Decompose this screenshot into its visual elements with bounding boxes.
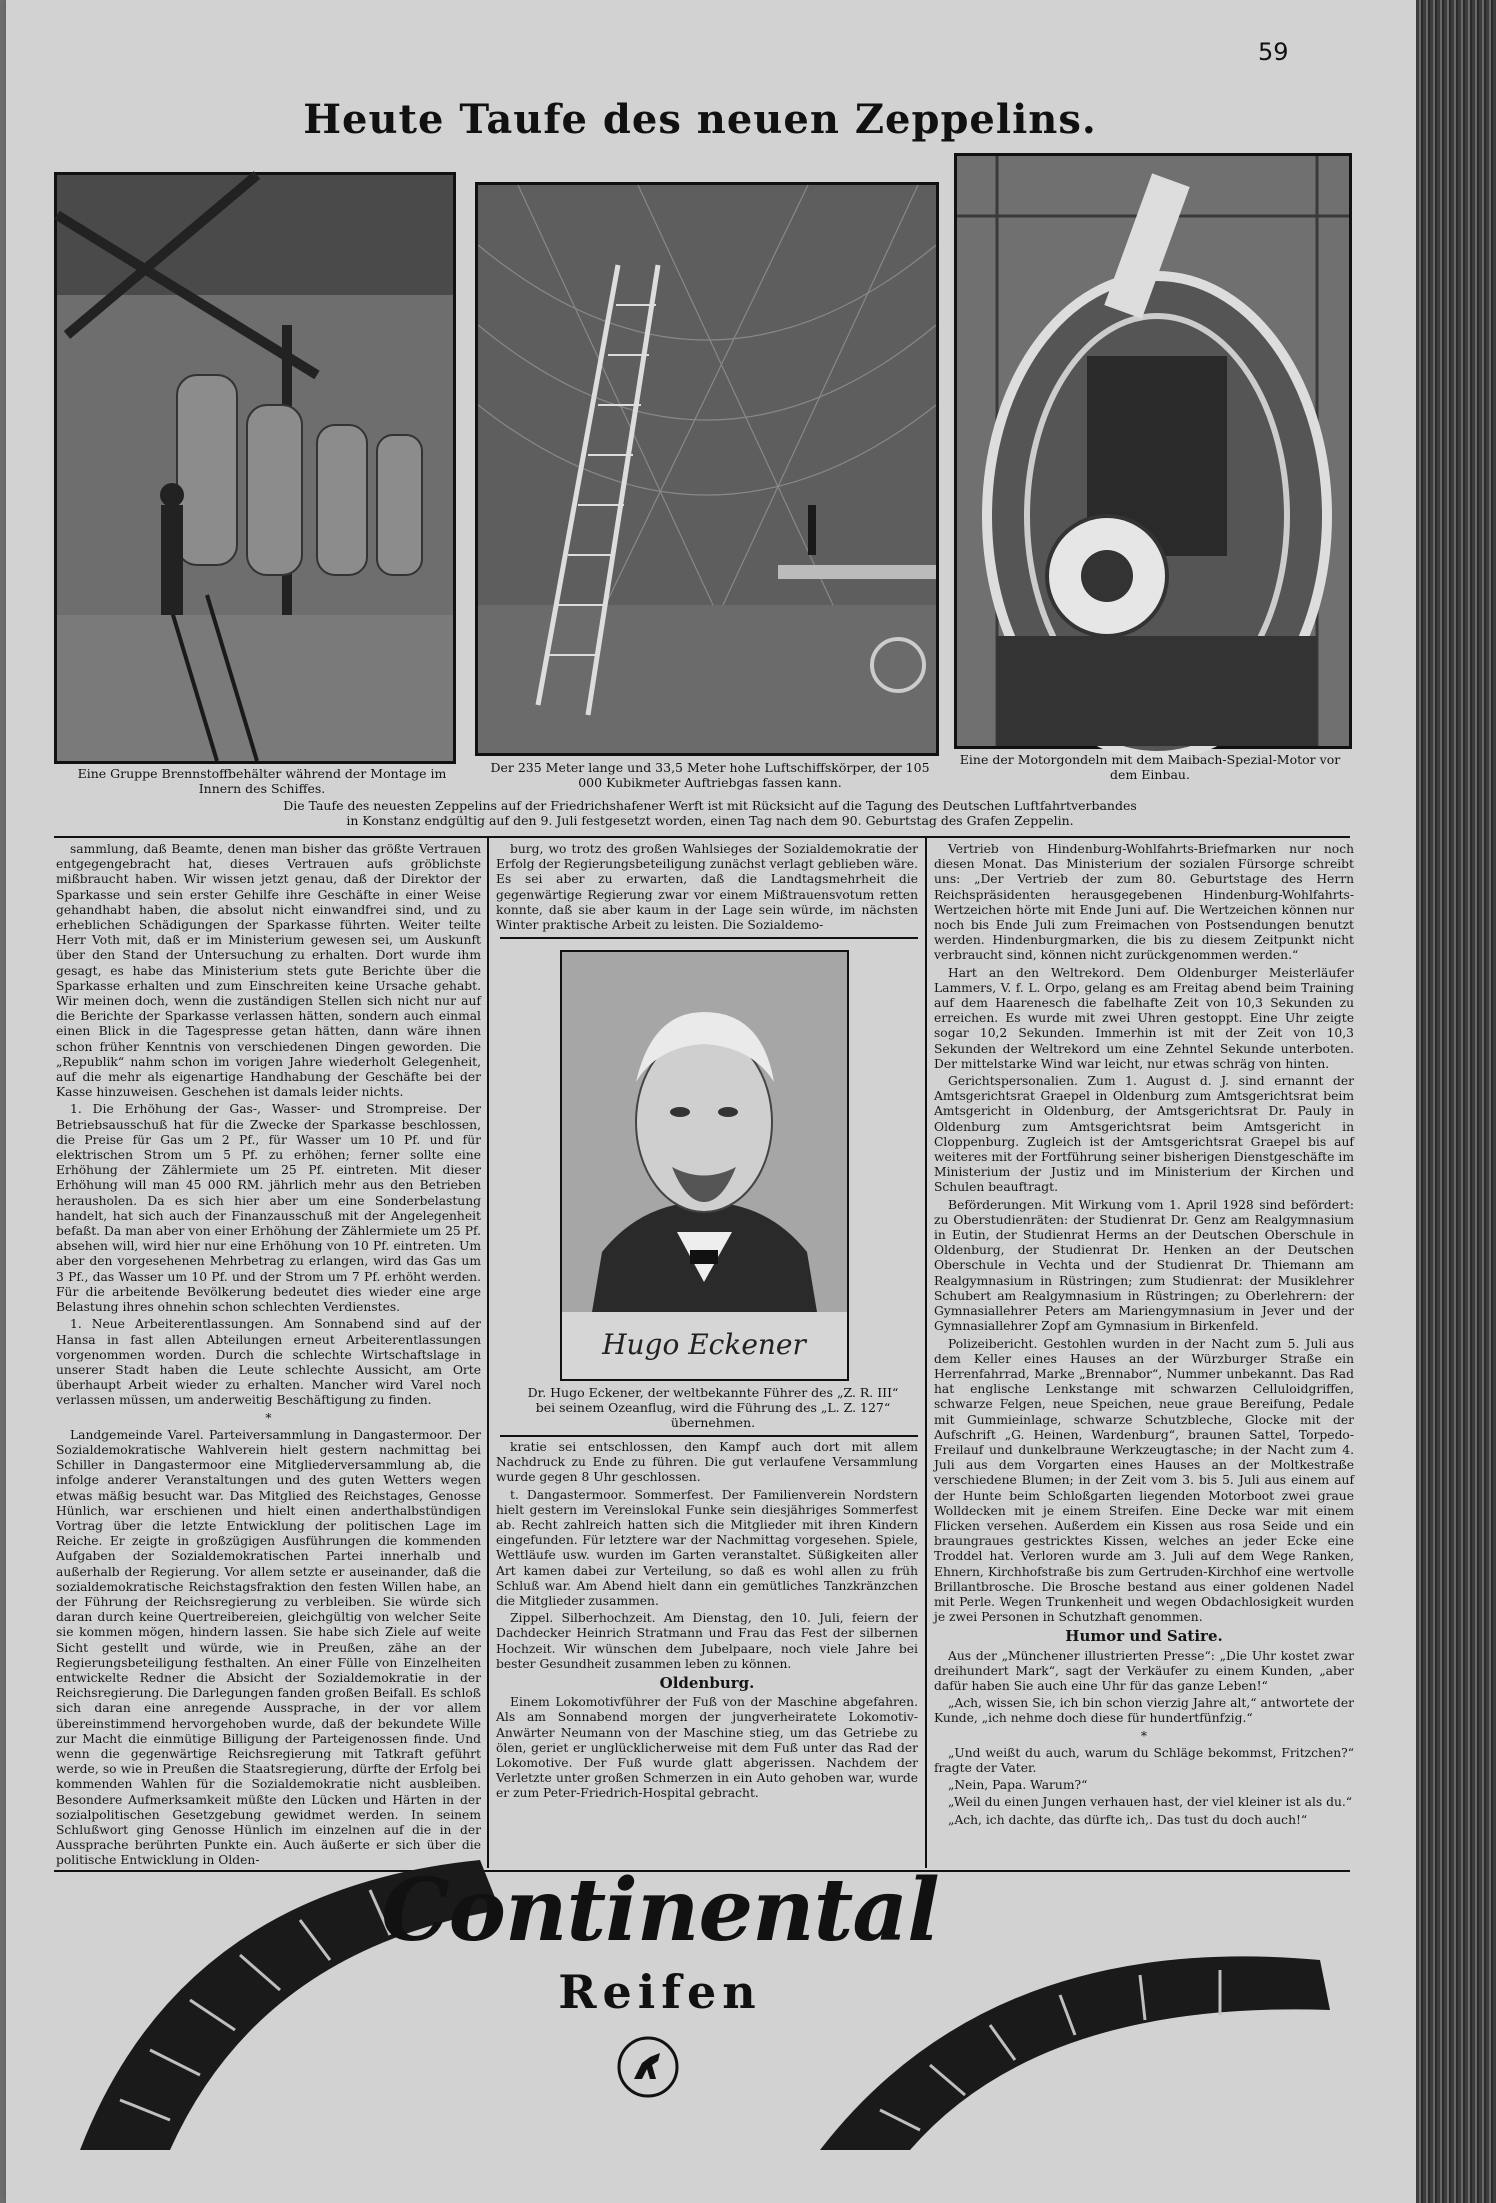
page-number: 59 (1258, 38, 1289, 66)
article-silberhochzeit: Zippel. Silberhochzeit. Am Dienstag, den 10. Juli, feiern der Dachdecker Heinrich Stratmann und Frau das Fest der silbernen Hochzeit. Wir wünschen dem Jubelpaare, noch viele Jahre bei bester Gesundheit zusammen leben zu können. (496, 1611, 918, 1671)
article-parteiversammlung: Landgemeinde Varel. Parteiversammlung in Dangastermoor. Der Sozialdemokratische Wahlverein hielt gestern nachmittag bei Schiller in Dangastermoor eine Mitgliederversammlung ab, die infolge anderer Veranstaltungen und des guten Wetters wegen etwas mäßig besucht war. Das Mitglied des Reichstages, Genosse Hünlich, war erschienen und hielt einen anderthalbstündigen Vortrag über die letzte Entwicklung der politischen Lage im Reiche. Er zeigte in großzügigen Ausführungen die kommenden Aufgaben der Sozialdemokratischen Partei innerhalb und außerhalb der Regierung. Vor allem setzte er auseinander, daß die sozialdemokratische Reichstagsfraktion den festen Willen habe, an der Führung der Reichsregierung zu verbleiben. Sie würde sich daran durch keine Quertreibereien, gleichgültig von welcher Seite sie kommen mögen, hindern lassen. Sie habe sich Ziele auf weite Sicht gestellt und würde, wie in Preußen, zähe an der Regierungsbeteiligung festhalten. An einer Fülle von Einzelheiten entwickelte Redner die Absicht der Sozialdemokratie in der Reichsregierung. Die Darlegungen fanden großen Beifall. Es schloß sich daran eine anregende Aussprache, in der vor allem übereinstimmend hervorgehoben wurde, daß der bekundete Wille zur Macht die einmütige Billigung der Parteigenossen finde. Und wenn die gegenwärtige Reichsregierung mit Tatkraft geführt werde, so wie in Preußen die Staatsregierung, dürfte der Erfolg bei kommenden Wahlen für die Sozialdemokratie nicht ausbleiben. Besondere Aufmerksamkeit müßte den Lücken und Härten in der sozialpolitischen Gesetzgebung gewidmet werden. In seinem Schlußwort ging Genosse Hünlich im einzelnen auf die in der Aussprache berührten Punkte ein. Auch äußerte er sich über die politische Entwicklung in Olden- (56, 1427, 481, 1868)
humor-answer-2: „Weil du einen Jungen verhauen hast, der viel kleiner ist als du.“ (948, 1795, 1353, 1810)
page-headline: Heute Taufe des neuen Zeppelins. (303, 96, 1097, 143)
article-oldenburg-continued: burg, wo trotz des großen Wahlsieges der Sozialdemokratie der Erfolg der Regierungsbeteiligung zunächst verlagt geblieben wäre. Es sei aber zu erwarten, daß die Landtagsmehrheit die gegenwärtige Regierung zwar vor einem Mißtrauensvotum retten konnte, daß sie aber kaum in der Lage sein würde, im nächsten Winter praktische Arbeit zu leisten. Die Sozialdemo- (496, 842, 918, 933)
divider-top (54, 836, 1350, 838)
photo-caption-fuel-tanks: Eine Gruppe Brennstoffbehälter während der Montage im Innern des Schiffes. (77, 766, 447, 796)
portrait-frame-top (500, 937, 918, 939)
column-2-bottom (496, 1440, 918, 1867)
humor-separator: * (1140, 1728, 1148, 1743)
ad-brand: Continental (381, 1860, 939, 1961)
photo-airship-hull (475, 182, 939, 756)
book-edge (1416, 0, 1496, 2203)
article-preise: 1. Die Erhöhung der Gas-, Wasser- und Strompreise. Der Betriebsausschuß hat für die Zwecke der Sparkasse beschlossen, die Preise für Gas um 2 Pf., für Wasser um 10 Pf. und für elektrischen Strom um 5 Pf. zu erhöhen; ferner sollte eine Erhöhung der Zählermiete um 25 Pf. eintreten. Mit dieser Erhöhung will man 45 000 RM. jährlich mehr aus den Betrieben herausholen. Da es sich hier aber um eine Sonderbelastung handelt, hat sich auch der Finanzausschuß mit der Angelegenheit befaßt. Da man aber von einer Erhöhung der Zählermiete um 25 Pf. absehen will, wird hier nur eine Erhöhung von 10 Pf. eintreten. Um aber den vorgesehenen Mehrbetrag zu erlangen, wird das Gas um 3 Pf., das Wasser um 10 Pf. und der Strom um 7 Pf. erhöht werden. Für die arbeitende Bevölkerung bedeutet dies wieder eine arge Belastung ihres ohnehin schon schlechten Verdienstes. (56, 1102, 481, 1315)
humor-intro: Aus der „Münchener illustrierten Presse“: „Die Uhr kostet zwar dreihundert Mark“, sagt der Verkäufer zu einem Kunden, „aber dafür haben Sie auch eine Uhr für das ganze Leben!“ (934, 1648, 1354, 1693)
horse-logo-icon (616, 2035, 680, 2099)
article-briefmarken: Vertrieb von Hindenburg-Wohlfahrts-Briefmarken nur noch diesen Monat. Das Ministerium der sozialen Fürsorge schreibt uns: „Der Vertrieb der zum 80. Geburtstage des Herrn Reichspräsidenten herausgegebenen Hindenburg-Wohlfahrts-Wertzeichen hörte mit Ende Juni auf. Die Wertzeichen können nur noch bis Ende Juli zum Freimachen von Postsendungen benutzt werden. Hindenburgmarken, die bis zu diesem Zeitpunkt nicht verbraucht sind, können nicht zurückgenommen werden.“ (934, 842, 1354, 963)
signature: Hugo Eckener (602, 1328, 806, 1361)
tire-right (820, 1956, 1330, 2150)
humor-question: „Und weißt du auch, warum du Schläge bekommst, Fritzchen?“ fragte der Vater. (934, 1745, 1354, 1775)
article-gerichtspersonalien: Gerichtspersonalien. Zum 1. August d. J. sind ernannt der Amtsgerichtsrat Graepel in Oldenburg zum Amtsgerichtsrat beim Amtsgericht in Oldenburg, der Amtsgerichtsrat Dr. Pauly in Oldenburg zum Amtsgerichtsrat beim Amtsgericht in Cloppenburg. Zugleich ist der Amtsgerichtsrat Graepel bis auf weiteres mit der Fortführung seiner bisherigen Dienstgeschäfte im Ministerium der Justiz und im Ministerium der Kirchen und Schulen beauftragt. (934, 1074, 1354, 1195)
article-lokomotivfuehrer: Einem Lokomotivführer der Fuß von der Maschine abgefahren. Als am Sonnabend morgen der jungverheiratete Lokomotiv-Anwärter Neumann von der Maschine stieg, um das Getriebe zu ölen, geriet er unglücklicherweise mit dem Fuß unter das Rad der Lokomotive. Der Fuß wurde glatt abgerissen. Nachdem der Verletzte unter großen Schmerzen in ein Auto gehoben war, wurde er zum Peter-Friedrich-Hospital gebracht. (496, 1695, 918, 1801)
humor-reply: „Ach, wissen Sie, ich bin schon vierzig Jahre alt,“ antwortete der Kunde, „ich nehme doch diese für hundertfünfzig.“ (934, 1696, 1354, 1726)
photo-fuel-tanks (54, 172, 456, 764)
humor-answer-1: „Nein, Papa. Warum?“ (948, 1778, 1088, 1793)
column-3 (934, 842, 1354, 1867)
divider-col2 (925, 838, 927, 1868)
humor-punchline: „Ach, ich dachte, das dürfte ich,. Das tust du doch auch!“ (948, 1812, 1308, 1827)
ad-product: Reifen (558, 1965, 762, 2019)
article-sparkasse: sammlung, daß Beamte, denen man bisher das größte Vertrauen entgegengebracht hat, dieses Vertrauen aufs gröblichste mißbraucht haben. Wir wissen jetzt genau, daß der Direktor der Sparkasse und sein erster Gehilfe ihre Geschäfte in einer Weise gehandhabt haben, die absolut nicht einwandfrei sind, und zu erheblichen Schädigungen der Sparkasse führten. Weiter teilte Herr Voth mit, daß er im Ministerium gewesen sei, um Auskunft über den Stand der Untersuchung zu erhalten. Dort wurde ihm gesagt, es habe das Ministerium stets gute Berichte über die Sparkasse erhalten und zum Einschreiten keine Ursache gehabt. Wir meinen doch, wenn die zuständigen Stellen sich nicht nur auf die Berichte der Sparkasse verlassen hätten, sondern auch einmal einen Blick in die Tagespresse getan hätten, dann wäre ihnen schon früher Kenntnis von verschiedenen Dingen geworden. Die „Republik“ nahm schon im vorigen Jahre wiederholt Gelegenheit, auf die mehr als eigenartige Handhabung der Geschäfte bei der Kasse hinzuweisen. Geschehen ist damals leider nichts. (56, 842, 481, 1100)
divider-col1 (487, 838, 489, 1868)
article-befoerderungen: Beförderungen. Mit Wirkung vom 1. April 1928 sind befördert: zu Oberstudienräten: der Studienrat Dr. Genz am Realgymnasium in Eutin, der Studienrat Herms an der Deutschen Oberschule in Oldenburg, der Studienrat Dr. Henken an der Deutschen Oberschule in Vechta und der Studienrat Dr. Thiemann am Realgymnasium in Rüstringen; zum Studienrat: der Musiklehrer Schubert am Realgymnasium in Rüstringen; zu Oberlehrern: der Gymnasiallehrer Peters am Mariengymnasium in Jever und der Gymnasiallehrer Zopf am Gymnasium in Birkenfeld. (934, 1197, 1354, 1334)
main-photo-caption: Die Taufe des neuesten Zeppelins auf der Friedrichshafener Werft ist mit Rücksicht auf die Tagung des Deutschen Luftfahrtverbandes in Konstanz endgültig auf den 9. Juli festgesetzt worden, einen Tag nach dem 90. Geburtstag des Grafen Zeppelin. (283, 798, 1137, 828)
separator-dot: * (265, 1410, 272, 1425)
article-entlassungen: 1. Neue Arbeiterentlassungen. Am Sonnabend sind auf der Hansa in fast allen Abteilungen erneut Arbeiterentlassungen vorgenommen worden. Durch die schlechte Wirtschaftslage in unserer Stadt haben die Leute schlechte Aussicht, am Orte überhaupt Arbeit wieder zu erhalten. Mancher wird Varel noch verlassen müssen, um anderweitig Beschäftigung zu finden. (56, 1317, 481, 1408)
article-weltrekord: Hart an den Weltrekord. Dem Oldenburger Meisterläufer Lammers, V. f. L. Orpo, gelang es am Freitag abend beim Training auf dem Haarenesch die fabelhafte Zeit von 10,3 Sekunden zu erreichen. Es wurde mit zwei Uhren gestoppt. Eine Uhr zeigte sogar 10,2 Sekunden. Immerhin ist mit der Zeit von 10,3 Sekunden der Weltrekord um eine Zehntel Sekunde unterboten. Der mittelstarke Wind war leicht, nur etwas schräg von hinten. (934, 965, 1354, 1071)
photo-caption-airship-hull: Der 235 Meter lange und 33,5 Meter hohe Luftschiffskörper, der 105 000 Kubikmeter Auftriebgas fassen kann. (490, 760, 930, 790)
column-1 (56, 842, 481, 1867)
heading-oldenburg: Oldenburg. (659, 1674, 755, 1693)
photo-motor-gondola (954, 153, 1352, 749)
portrait-frame-bottom (500, 1435, 918, 1437)
article-sommerfest: t. Dangastermoor. Sommerfest. Der Familienverein Nordstern hielt gestern im Vereinslokal Funke sein diesjähriges Sommerfest ab. Recht zahlreich hatten sich die Mitglieder mit ihren Kindern eingefunden. Für letztere war der Nachmittag vorgesehen. Spiele, Wettläufe usw. wurden im Garten veranstaltet. Süßigkeiten aller Art kamen dabei zur Verteilung, so daß es wohl allen zu früh Schluß war. Am Abend hielt dann ein gemütliches Tanzkränzchen die Mitglieder zusammen. (496, 1487, 918, 1609)
portrait-eckener (560, 950, 849, 1381)
article-polizeibericht: Polizeibericht. Gestohlen wurden in der Nacht zum 5. Juli aus dem Keller eines Hauses an der Würzburger Straße ein Herrenfahrrad, Marke „Brennabor“, Nummer unbekannt. Das Rad hat englische Lenkstange mit schwarzen Celluloidgriffen, schwarze Felgen, neue Speichen, neue graue Bereifung, Pedale mit Gummieinlage, schwarze Schutzbleche, Glocke mit der Aufschrift „G. Heinen, Wardenburg“, braunen Sattel, Torpedo-Freilauf und dunkelbraune Werkzeugtasche; in der Nacht zum 4. Juli aus dem Vorgarten eines Hauses an der Moltkestraße verschiedene Blumen; in der Zeit vom 3. bis 5. Juli aus einem auf der Hunte beim Schloßgarten liegenden Motorboot zwei graue Wolldecken mit je einem Streifen. Eine Decke war mit einem Flicken versehen. Außerdem ein Kissen aus rosa Seide und ein braungraues gestricktes Kissen, welches an jeder Ecke eine Troddel hat. Verloren wurde am 3. Juli auf dem Wege Ranken, Ehnern, Kirchhofstraße bis zum Gertruden-Kirchhof eine wertvolle Brillantbrosche. Die Brosche bestand aus einer goldenen Nadel mit Perle. Wegen Trunkenheit und wegen Obdachlosigkeit wurden je zwei Personen in Schutzhaft genommen. (934, 1336, 1354, 1625)
photo-caption-motor-gondola: Eine der Motorgondeln mit dem Maibach-Spezial-Motor vor dem Einbau. (959, 752, 1341, 782)
heading-humor: Humor und Satire. (1065, 1627, 1223, 1646)
column-2-top (496, 842, 918, 933)
article-versammlung-ende: kratie sei entschlossen, den Kampf auch dort mit allem Nachdruck zu Ende zu führen. Die gut verlaufene Versammlung wurde gegen 8 Uhr geschlossen. (496, 1440, 918, 1485)
portrait-caption: Dr. Hugo Eckener, der weltbekannte Führer des „Z. R. III“ bei seinem Ozeanflug, wird die Führung des „L. Z. 127“ übernehmen. (527, 1385, 899, 1430)
